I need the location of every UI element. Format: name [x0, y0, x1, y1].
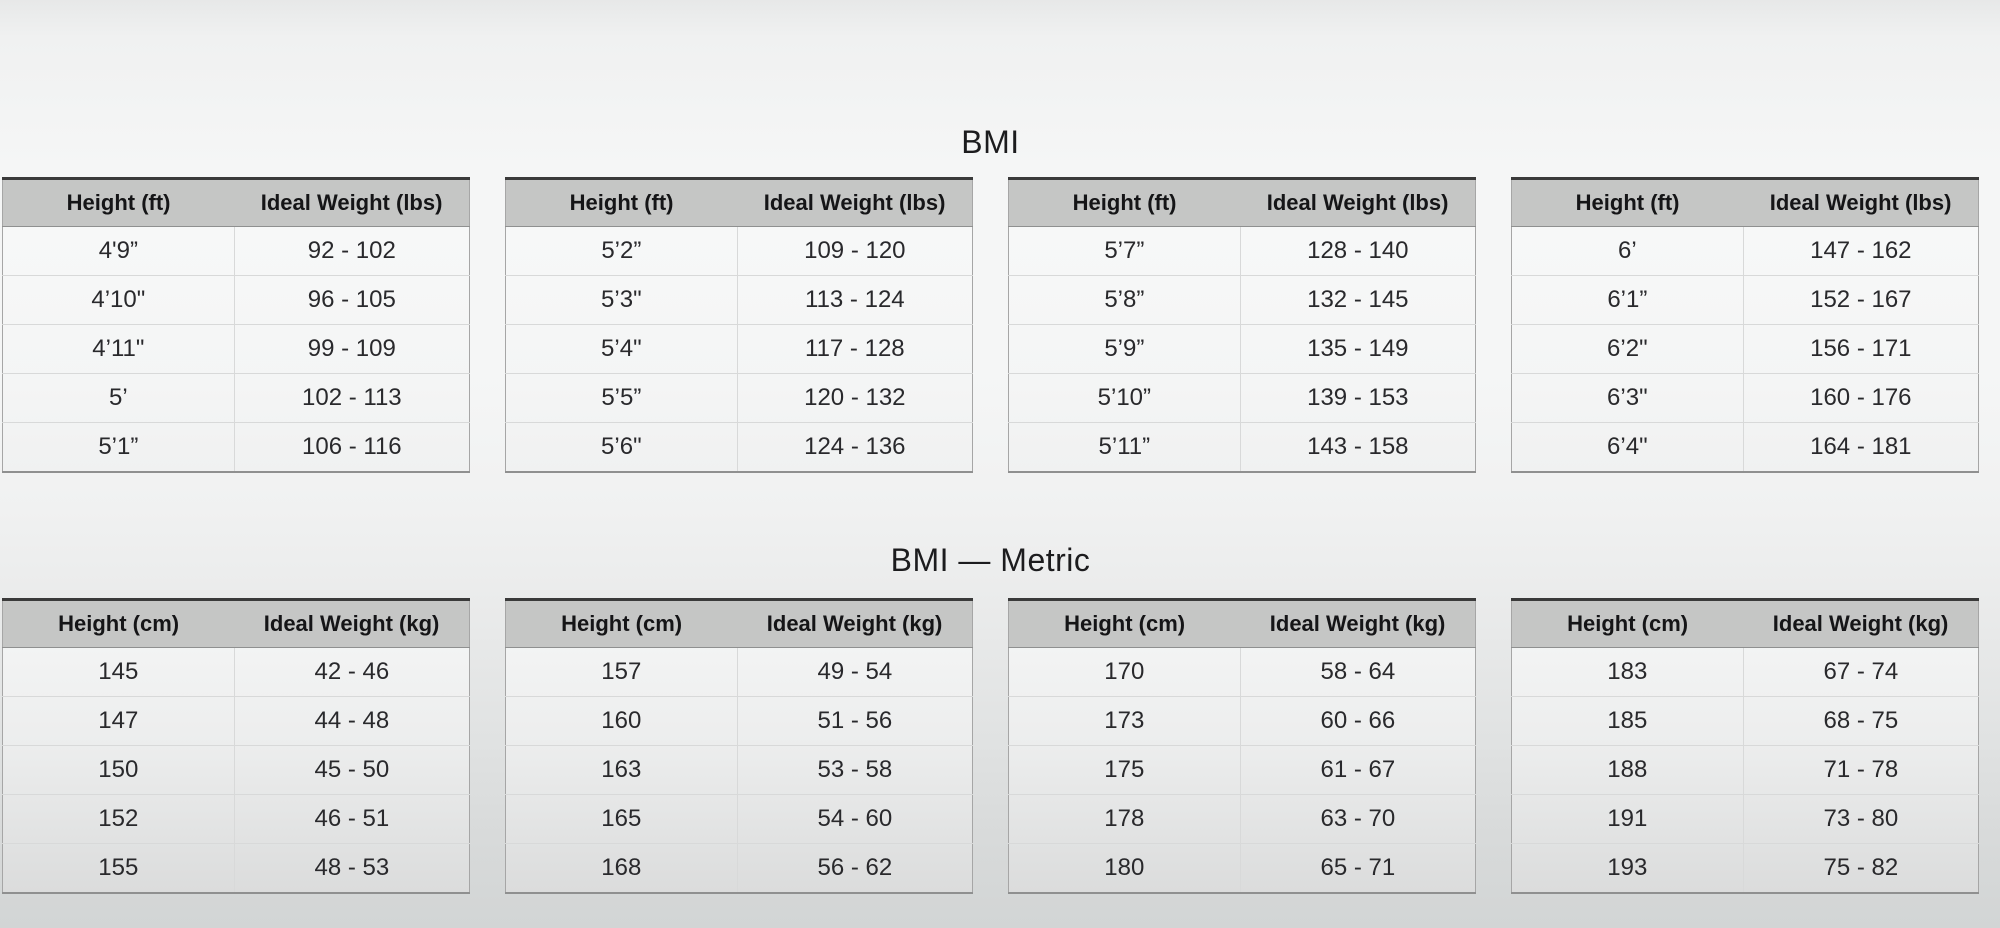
- column-header-weight: Ideal Weight (lbs): [1240, 179, 1475, 227]
- bmi-imperial-title: BMI: [961, 124, 1020, 160]
- height-cell: 150: [3, 746, 235, 795]
- height-cell: 175: [1009, 746, 1241, 795]
- bmi-metric-title: BMI — Metric: [890, 542, 1091, 578]
- weight-cell: 120 - 132: [737, 374, 972, 423]
- height-cell: 5’11”: [1009, 423, 1241, 473]
- table-row: [1512, 325, 1979, 374]
- table-row: [3, 844, 470, 894]
- weight-cell: 53 - 58: [737, 746, 972, 795]
- table-row: [506, 423, 973, 473]
- weight-cell: 46 - 51: [234, 795, 469, 844]
- table-row: [3, 423, 470, 473]
- bmi-imperial-table-3: [1008, 177, 1476, 473]
- weight-cell: 156 - 171: [1743, 325, 1978, 374]
- table-row: [1512, 374, 1979, 423]
- weight-cell: 92 - 102: [307, 237, 396, 264]
- table-row: [1512, 276, 1979, 325]
- table-row: [1009, 276, 1476, 325]
- height-cell: 5’5”: [506, 374, 738, 423]
- table-row: [1512, 844, 1979, 894]
- weight-cell: 51 - 56: [737, 697, 972, 746]
- height-cell: 5’9”: [1009, 325, 1241, 374]
- height-cell: 145: [3, 648, 235, 697]
- height-cell: 5’2”: [506, 227, 738, 276]
- height-cell: 178: [1009, 795, 1241, 844]
- weight-cell: 61 - 67: [1240, 746, 1475, 795]
- height-cell: 170: [1009, 648, 1241, 697]
- table-row: [1009, 844, 1476, 894]
- weight-cell: 99 - 109: [234, 325, 469, 374]
- column-header-height: Height (ft): [1009, 179, 1241, 227]
- bmi-imperial-table-grid: [2, 177, 1979, 473]
- column-header-weight: Ideal Weight (lbs): [1743, 179, 1978, 227]
- weight-cell: 71 - 78: [1743, 746, 1978, 795]
- column-header-height: Height (ft): [1512, 179, 1744, 227]
- bmi-imperial-table-1: [2, 177, 470, 473]
- table-row: [506, 648, 973, 697]
- height-cell: 5’3": [506, 276, 738, 325]
- weight-cell: 45 - 50: [234, 746, 469, 795]
- weight-cell: 67 - 74: [1823, 658, 1899, 685]
- column-header-weight: Ideal Weight (kg): [1240, 600, 1475, 648]
- weight-cell: 152 - 167: [1743, 276, 1978, 325]
- column-header-height: Height (cm): [1009, 600, 1241, 648]
- height-cell: 180: [1009, 844, 1241, 894]
- weight-cell: 164 - 181: [1743, 423, 1978, 473]
- table-row: [506, 697, 973, 746]
- table-row: [3, 795, 470, 844]
- height-cell: 6’1”: [1512, 276, 1744, 325]
- table-row: [1009, 746, 1476, 795]
- table-row: [506, 746, 973, 795]
- table-row: [3, 325, 470, 374]
- weight-cell: 109 - 120: [804, 237, 906, 264]
- bmi-metric-table-4: [1511, 598, 1979, 894]
- height-cell: 183: [1512, 648, 1744, 697]
- height-cell: 6’: [1512, 227, 1744, 276]
- height-cell: 4’10": [3, 276, 235, 325]
- table-row: [1512, 795, 1979, 844]
- weight-cell: 54 - 60: [737, 795, 972, 844]
- table-row: [1512, 746, 1979, 795]
- weight-cell: 48 - 53: [234, 844, 469, 894]
- height-cell: 147: [3, 697, 235, 746]
- column-header-height: Height (cm): [3, 600, 235, 648]
- column-header-weight: Ideal Weight (kg): [737, 600, 972, 648]
- weight-cell: 128 - 140: [1307, 237, 1409, 264]
- height-cell: 5’1”: [3, 423, 235, 473]
- height-cell: 5’8”: [1009, 276, 1241, 325]
- height-cell: 193: [1512, 844, 1744, 894]
- height-cell: 5’: [3, 374, 235, 423]
- height-cell: 165: [506, 795, 738, 844]
- weight-cell: 113 - 124: [737, 276, 972, 325]
- table-row: [1009, 697, 1476, 746]
- table-row: [3, 746, 470, 795]
- height-cell: 168: [506, 844, 738, 894]
- table-row: [1512, 648, 1979, 697]
- bmi-metric-table-grid: [2, 598, 1979, 894]
- table-row: [3, 648, 470, 697]
- weight-cell: 49 - 54: [817, 658, 893, 685]
- table-row: [3, 374, 470, 423]
- table-row: [1009, 227, 1476, 276]
- weight-cell: 147 - 162: [1810, 237, 1912, 264]
- column-header-weight: Ideal Weight (lbs): [234, 179, 469, 227]
- column-header-weight: Ideal Weight (lbs): [737, 179, 972, 227]
- height-cell: 157: [506, 648, 738, 697]
- table-row: [3, 697, 470, 746]
- bmi-imperial-table-4: [1511, 177, 1979, 473]
- column-header-height: Height (ft): [3, 179, 235, 227]
- weight-cell: 106 - 116: [234, 423, 469, 473]
- table-row: [506, 374, 973, 423]
- table-row: [1009, 648, 1476, 697]
- table-row: [506, 795, 973, 844]
- table-row: [1512, 227, 1979, 276]
- height-cell: 6’4": [1512, 423, 1744, 473]
- weight-cell: 73 - 80: [1743, 795, 1978, 844]
- height-cell: 191: [1512, 795, 1744, 844]
- weight-cell: 42 - 46: [314, 658, 390, 685]
- column-header-height: Height (cm): [1512, 600, 1744, 648]
- table-row: [506, 844, 973, 894]
- column-header-weight: Ideal Weight (kg): [234, 600, 469, 648]
- weight-cell: 132 - 145: [1240, 276, 1475, 325]
- weight-cell: 143 - 158: [1240, 423, 1475, 473]
- table-row: [3, 276, 470, 325]
- weight-cell: 63 - 70: [1240, 795, 1475, 844]
- table-row: [1009, 795, 1476, 844]
- weight-cell: 58 - 64: [1320, 658, 1396, 685]
- height-cell: 173: [1009, 697, 1241, 746]
- table-row: [506, 325, 973, 374]
- bmi-metric-table-3: [1008, 598, 1476, 894]
- weight-cell: 117 - 128: [737, 325, 972, 374]
- bmi-imperial-table-2: [505, 177, 973, 473]
- bmi-metric-table-2: [505, 598, 973, 894]
- column-header-height: Height (cm): [506, 600, 738, 648]
- height-cell: 188: [1512, 746, 1744, 795]
- weight-cell: 44 - 48: [234, 697, 469, 746]
- height-cell: 152: [3, 795, 235, 844]
- height-cell: 6’2": [1512, 325, 1744, 374]
- bmi-metric-table-1: [2, 598, 470, 894]
- height-cell: 160: [506, 697, 738, 746]
- weight-cell: 75 - 82: [1743, 844, 1978, 894]
- height-cell: 185: [1512, 697, 1744, 746]
- table-row: [1512, 423, 1979, 473]
- height-cell: 5’7”: [1009, 227, 1241, 276]
- height-cell: 4'9”: [3, 227, 235, 276]
- height-cell: 5’10”: [1009, 374, 1241, 423]
- weight-cell: 96 - 105: [234, 276, 469, 325]
- weight-cell: 68 - 75: [1743, 697, 1978, 746]
- height-cell: 6’3": [1512, 374, 1744, 423]
- height-cell: 155: [3, 844, 235, 894]
- column-header-weight: Ideal Weight (kg): [1743, 600, 1978, 648]
- table-row: [1512, 697, 1979, 746]
- table-row: [506, 276, 973, 325]
- table-row: [1009, 423, 1476, 473]
- height-cell: 5’4": [506, 325, 738, 374]
- weight-cell: 102 - 113: [234, 374, 469, 423]
- table-row: [1009, 374, 1476, 423]
- table-row: [1009, 325, 1476, 374]
- column-header-height: Height (ft): [506, 179, 738, 227]
- height-cell: 4’11": [3, 325, 235, 374]
- weight-cell: 65 - 71: [1240, 844, 1475, 894]
- weight-cell: 135 - 149: [1240, 325, 1475, 374]
- table-row: [506, 227, 973, 276]
- weight-cell: 60 - 66: [1240, 697, 1475, 746]
- height-cell: 5’6": [506, 423, 738, 473]
- weight-cell: 139 - 153: [1240, 374, 1475, 423]
- height-cell: 163: [506, 746, 738, 795]
- weight-cell: 124 - 136: [737, 423, 972, 473]
- weight-cell: 160 - 176: [1743, 374, 1978, 423]
- weight-cell: 56 - 62: [737, 844, 972, 894]
- table-row: [3, 227, 470, 276]
